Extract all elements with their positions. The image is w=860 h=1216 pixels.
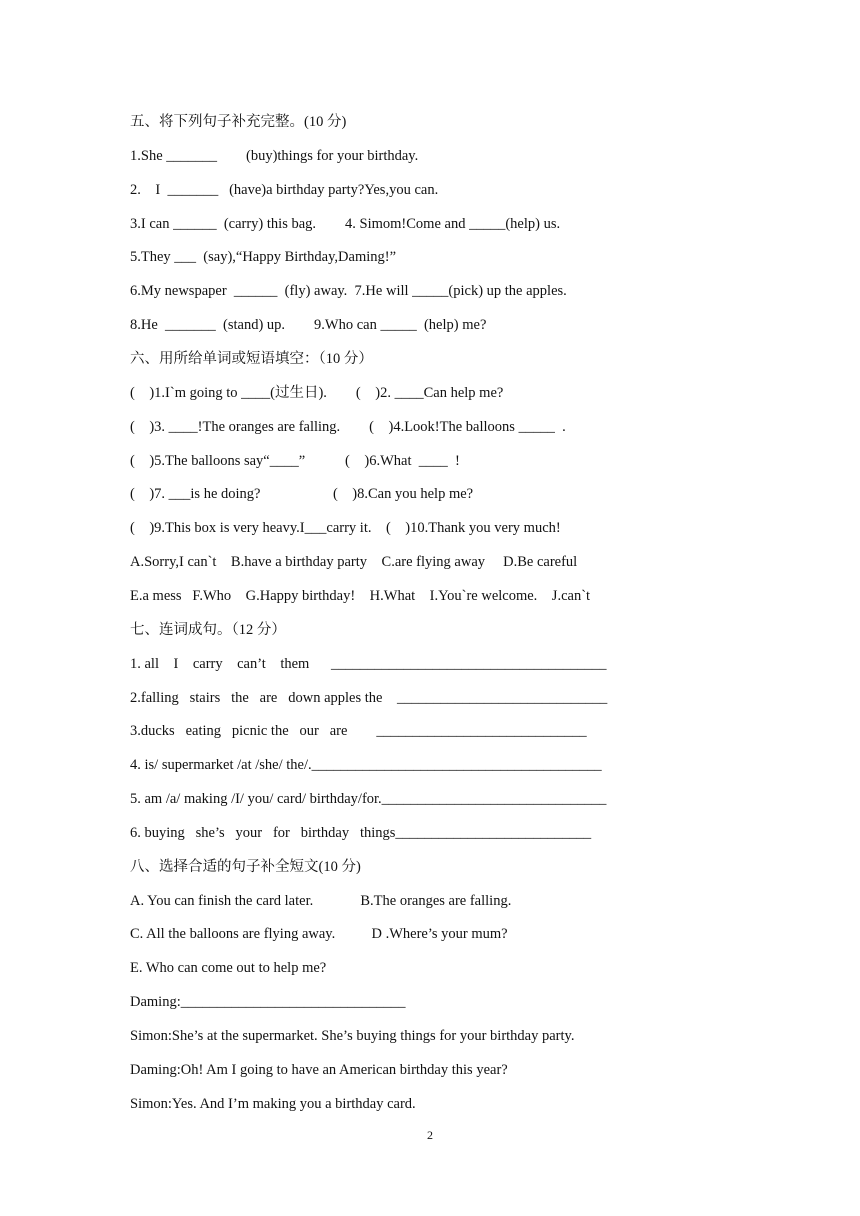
text-line: 五、将下列句子补充完整。(10 分) — [130, 114, 347, 130]
text-line: 5. am /a/ making /I/ you/ card/ birthday/for._______________________________ — [130, 791, 607, 807]
text-line: A. You can finish the card later. B.The oranges are falling. — [130, 892, 512, 909]
text-line: 8.He _______ (stand) up. 9.Who can _____ (help) me? — [130, 317, 487, 334]
text-line: 2.falling stairs the are down apples the _____________________________ — [130, 689, 608, 706]
text-line: 3.I can ______ (carry) this bag. 4. Simom!Come and _____(help) us. — [130, 215, 561, 232]
text-line: ( )7. ___is he doing? ( )8.Can you help me? — [130, 486, 474, 503]
text-line: 2. I _______ (have)a birthday party?Yes,you can. — [130, 181, 439, 198]
text-line: 1. all I carry can’t them ______________________________________ — [130, 655, 607, 672]
text-line: ( )5.The balloons say“____” ( )6.What ____ ! — [130, 452, 460, 469]
text-line: 1.She _______ (buy)things for your birthday. — [130, 147, 419, 164]
text-line: Daming:Oh! Am I going to have an American birthday this year? — [130, 1061, 508, 1078]
text-line: 六、用所给单词或短语填空：（10 分） — [130, 351, 373, 367]
text-line: E. Who can come out to help me? — [130, 960, 327, 977]
text-line: 七、连词成句。（12 分） — [130, 621, 286, 638]
text-line: E.a mess F.Who G.Happy birthday! H.What I.You`re welcome. J.can`t — [130, 587, 591, 604]
text-line: Daming:_______________________________ — [130, 994, 406, 1011]
text-line: Simon:She’s at the supermarket. She’s buying things for your birthday party. — [130, 1028, 575, 1044]
text-line: Simon:Yes. And I’m making you a birthday card. — [130, 1095, 416, 1112]
page-number: 2 — [427, 1128, 433, 1142]
text-line: ( )3. ____!The oranges are falling. ( )4.Look!The balloons _____ . — [130, 418, 566, 435]
text-line: A.Sorry,I can`t B.have a birthday party C.are flying away D.Be careful — [130, 554, 578, 570]
text-line: ( )9.This box is very heavy.I___carry it. ( )10.Thank you very much! — [130, 520, 561, 537]
text-line: 八、选择合适的句子补全短文(10 分) — [130, 858, 361, 875]
text-line: 4. is/ supermarket /at /she/ the/.________________________________________ — [130, 757, 602, 774]
text-line: 6.My newspaper ______ (fly) away. 7.He will _____(pick) up the apples. — [130, 283, 567, 300]
text-line: ( )1.I`m going to ____(过生日). ( )2. ____Can help me? — [130, 384, 504, 401]
text-line: 3.ducks eating picnic the our are _____________________________ — [130, 723, 587, 740]
text-line: 6. buying she’s your for birthday things___________________________ — [130, 824, 592, 841]
text-line: C. All the balloons are flying away. D .Where’s your mum? — [130, 926, 508, 943]
text-line: 5.They ___ (say),“Happy Birthday,Daming!” — [130, 249, 397, 266]
